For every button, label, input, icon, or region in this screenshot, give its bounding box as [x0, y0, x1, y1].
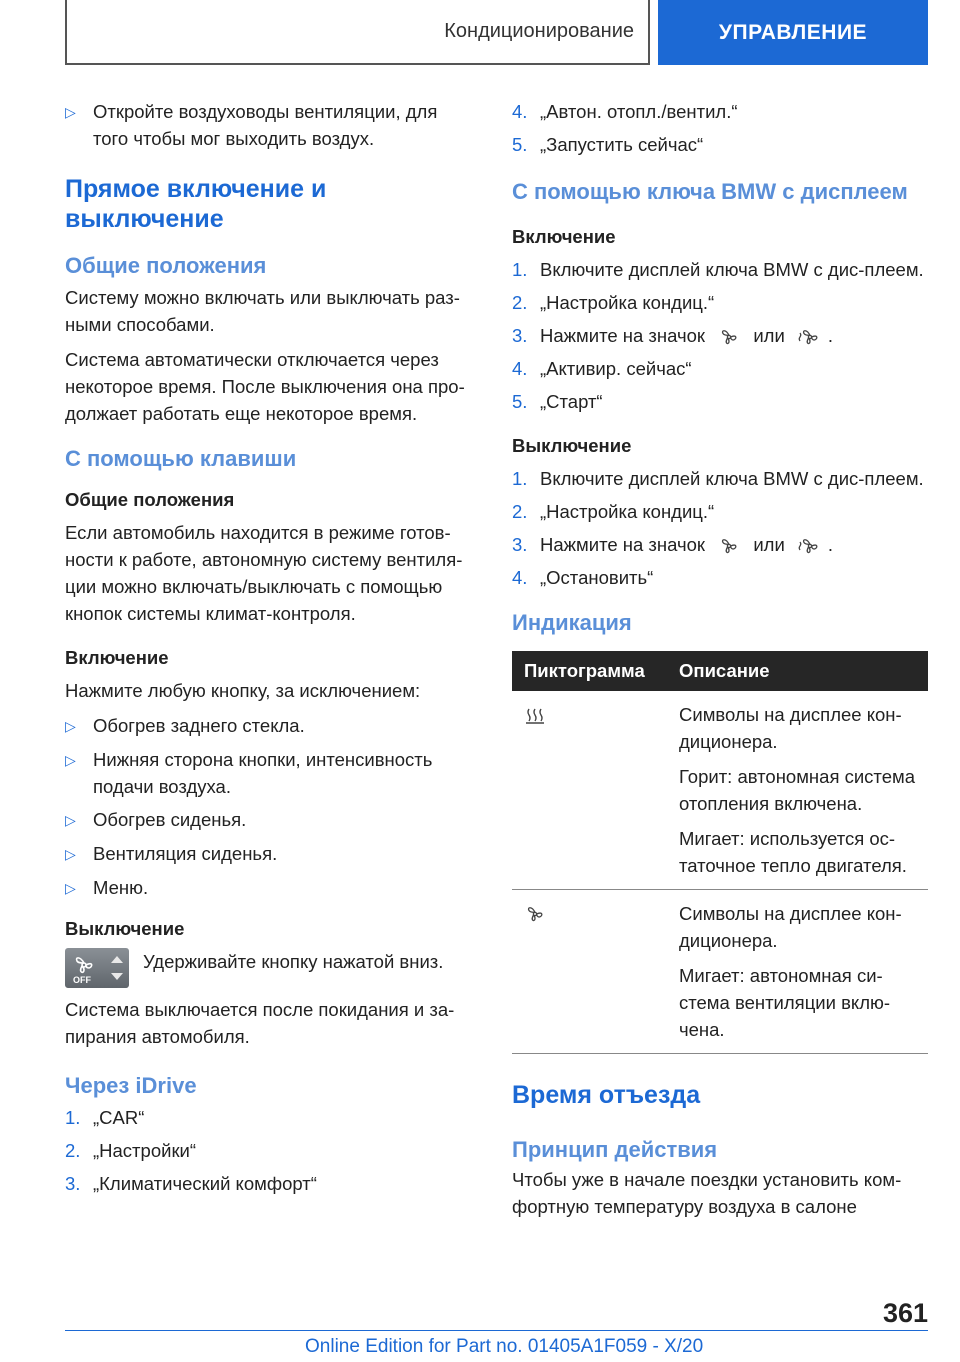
fan-heater-icon — [798, 536, 820, 556]
fan-heater-icon — [798, 327, 820, 347]
column-header: Описание — [667, 651, 928, 691]
triangle-right-icon: ▷ — [65, 812, 76, 828]
list-item: 1. Включите дисплей ключа BMW с дис-плеем. — [512, 259, 924, 280]
list-item: ▷ Откройте воздуховоды вентиляции, для того чтобы мог выходить воздух. — [65, 98, 475, 152]
list-item: 1. „CAR“ — [65, 1107, 145, 1128]
page-number: 361 — [882, 1298, 928, 1328]
off-button-illustration — [65, 948, 475, 988]
left-column — [65, 98, 475, 1203]
footer-edition: Online Edition for Part no. 01405A1F059 - X/20 — [305, 1336, 704, 1357]
arrow-up-icon — [111, 956, 123, 963]
list-item: 4. „Остановить“ — [512, 567, 654, 588]
subheading-on: Включение — [512, 226, 616, 247]
list-item: ▷ Нижняя сторона кнопки, интенсивность подачи воздуха. — [65, 746, 475, 800]
paragraph: Система выключается после покидания и за-пирания автомобиля. — [65, 999, 455, 1047]
arrow-down-icon — [111, 973, 123, 980]
fan-icon — [718, 327, 740, 347]
heading-idrive: Через iDrive — [65, 1073, 197, 1098]
list-item: 1. Включите дисплей ключа BMW с дис-плеем. — [512, 468, 924, 489]
list-item: 2. „Настройки“ — [65, 1140, 197, 1161]
subheading-general: Общие положения — [65, 489, 235, 510]
table-row: Символы на дисплее кон-диционера. Горит: автономная система отопления включена. Мигает: используется ос-таточное тепло двигателя. — [512, 691, 928, 890]
chapter-tab: УПРАВЛЕНИЕ — [658, 0, 928, 65]
heating-waves-icon — [524, 707, 546, 725]
heading-principle: Принцип действия — [512, 1137, 718, 1162]
heading-bmw-key: С помощью ключа BMW с дисплеем — [512, 179, 908, 204]
paragraph: Систему можно включать или выключать раз-ными способами. — [65, 287, 460, 335]
fan-icon — [718, 536, 740, 556]
list-item: 3. Нажмите на значок или . — [512, 534, 834, 555]
footer-divider — [65, 1330, 928, 1331]
fan-icon — [524, 904, 546, 924]
list-item: 5. „Запустить сейчас“ — [512, 134, 704, 155]
list-item: 4. „Автон. отопл./вентил.“ — [512, 101, 738, 122]
subheading-on: Включение — [65, 647, 169, 668]
paragraph: Если автомобиль находится в режиме готов-ности к работе, автономную систему вентиля-ции можно включать/выключать с помощью кнопок системы климат-контроля. — [65, 522, 463, 624]
subheading-off: Выключение — [65, 918, 185, 939]
heading-direct-onoff: Прямое включение и выключение — [65, 175, 327, 233]
table-row: Символы на дисплее кон-диционера. Мигает: автономная си-стема вентиляции вклю-чена. — [512, 890, 928, 1054]
paragraph: Нажмите любую кнопку, за исключением: — [65, 680, 421, 701]
fan-off-button-icon: OFF — [65, 948, 129, 988]
triangle-right-icon: ▷ — [65, 104, 76, 120]
paragraph: Система автоматически отключается через некоторое время. После выключения она про-должает работать еще некоторое время. — [65, 349, 465, 424]
page-header — [65, 0, 928, 65]
list-item: ▷ Обогрев заднего стекла. — [65, 712, 475, 740]
list-item: 3. „Климатический комфорт“ — [65, 1173, 317, 1194]
list-item: 2. „Настройка кондиц.“ — [512, 501, 715, 522]
triangle-right-icon: ▷ — [65, 880, 76, 896]
triangle-right-icon: ▷ — [65, 752, 76, 768]
list-item: ▷ Вентиляция сиденья. — [65, 840, 475, 868]
triangle-right-icon: ▷ — [65, 846, 76, 862]
right-column — [512, 98, 928, 1228]
paragraph: Удерживайте кнопку нажатой вниз. — [143, 951, 444, 972]
list-item: 4. „Активир. сейчас“ — [512, 358, 692, 379]
section-title: Кондиционирование — [65, 0, 650, 65]
heading-indication: Индикация — [512, 610, 632, 635]
paragraph: Чтобы уже в начале поездки установить ком-фортную температуру воздуха в салоне — [512, 1169, 902, 1217]
table-header-row — [512, 651, 928, 691]
list-item: 5. „Старт“ — [512, 391, 603, 412]
triangle-right-icon: ▷ — [65, 718, 76, 734]
heading-with-key: С помощью клавиши — [65, 446, 297, 471]
list-item: 2. „Настройка кондиц.“ — [512, 292, 715, 313]
list-item: 3. Нажмите на значок или . — [512, 325, 834, 346]
fan-icon — [71, 954, 97, 976]
indication-table — [512, 651, 928, 1054]
subheading-off: Выключение — [512, 435, 632, 456]
list-item: ▷ Обогрев сиденья. — [65, 806, 475, 834]
heading-general: Общие положения — [65, 253, 267, 278]
list-item: ▷ Меню. — [65, 874, 475, 902]
heading-departure-time: Время отъезда — [512, 1081, 701, 1109]
column-header: Пиктограмма — [512, 651, 667, 691]
